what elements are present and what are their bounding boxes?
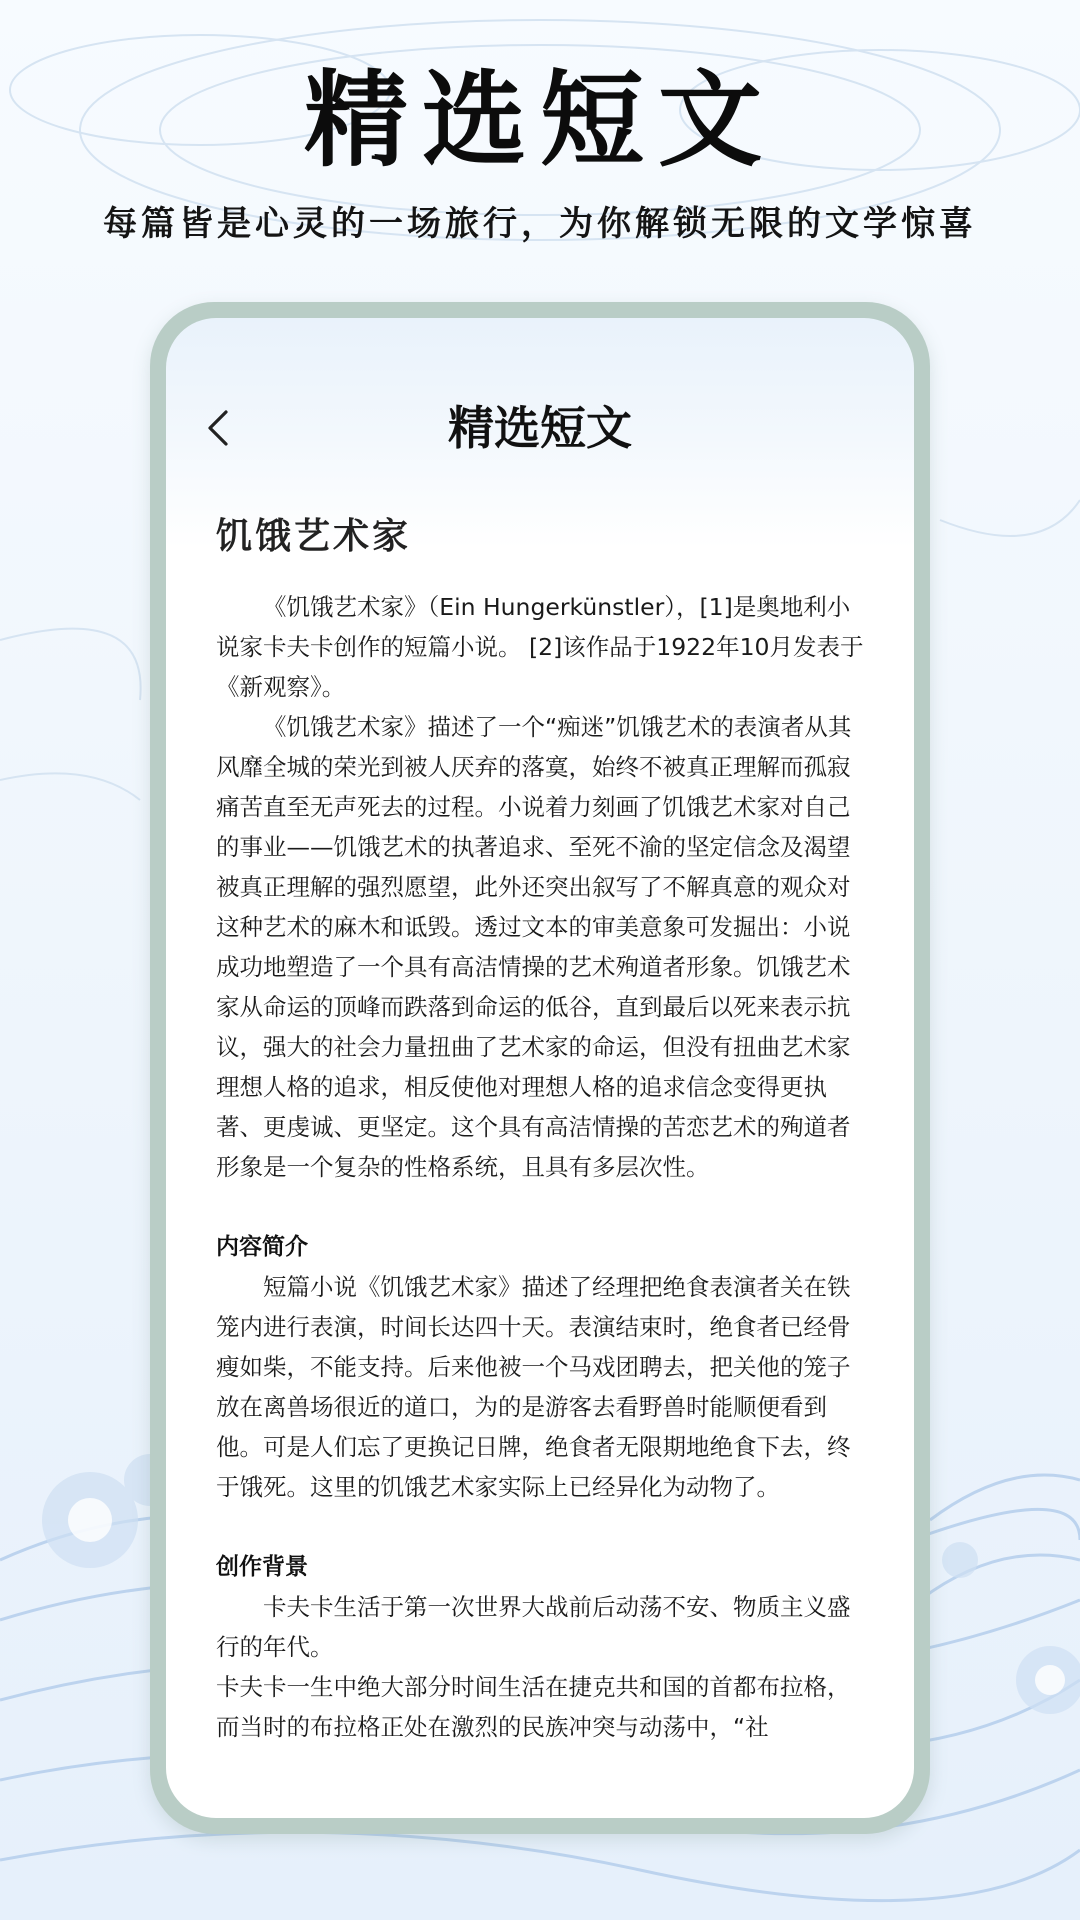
nav-bar: [166, 388, 914, 468]
article-content: [216, 514, 866, 1747]
phone-screen: [166, 318, 914, 1818]
page-title: 精选短文: [448, 401, 632, 455]
article-paragraph: 《饥饿艺术家》（Ein Hungerkünstler），[1]是奥地利小说家卡夫卡创作的短篇小说。 [2]该作品于1922年10月发表于《新观察》。: [216, 592, 864, 701]
promo-title: 精选短文: [303, 58, 776, 181]
section-heading-summary: 内容简介: [216, 1233, 308, 1260]
article-title: 饥饿艺术家: [216, 516, 412, 557]
background-paragraph: 卡夫卡一生中绝大部分时间生活在捷克共和国的首都布拉格，而当时的布拉格正处在激烈的民族冲突与动荡中，“社: [216, 1672, 851, 1741]
article-paragraph: 《饥饿艺术家》描述了一个“痴迷”饥饿艺术的表演者从其风靡全城的荣光到被人厌弃的落寞，始终不被真正理解而孤寂痛苦直至无声死去的过程。小说着力刻画了饥饿艺术家对自己的事业——饥饿艺术的执著追求、至死不渝的坚定信念及渴望被真正理解的强烈愿望，此外还突出叙写了不解真意的观众对这种艺术的麻木和诋毁。透过文本的审美意象可发掘出：小说成功地塑造了一个具有高洁情操的艺术殉道者形象。饥饿艺术家从命运的顶峰而跌落到命运的低谷，直到最后以死来表示抗议，强大的社会力量扭曲了艺术家的命运，但没有扭曲艺术家理想人格的追求，相反使他对理想人格的追求信念变得更执著、更虔诚、更坚定。这个具有高洁情操的苦恋艺术的殉道者形象是一个复杂的性格系统，且具有多层次性。: [216, 712, 852, 1181]
background-paragraph: 卡夫卡生活于第一次世界大战前后动荡不安、物质主义盛行的年代。: [216, 1592, 851, 1661]
section-heading-background: 创作背景: [216, 1553, 308, 1580]
summary-paragraph: 短篇小说《饥饿艺术家》描述了经理把绝食表演者关在铁笼内进行表演，时间长达四十天。表演结束时，绝食者已经骨瘦如柴，不能支持。后来他被一个马戏团聘去，把关他的笼子放在离兽场很近的道口，为的是游客去看野兽时能顺便看到他。可是人们忘了更换记日牌，绝食者无限期地绝食下去，终于饿死。这里的饥饿艺术家实际上已经异化为动物了。: [216, 1272, 851, 1501]
promo-subtitle: 每篇皆是心灵的一场旅行，为你解锁无限的文学惊喜: [103, 204, 977, 244]
